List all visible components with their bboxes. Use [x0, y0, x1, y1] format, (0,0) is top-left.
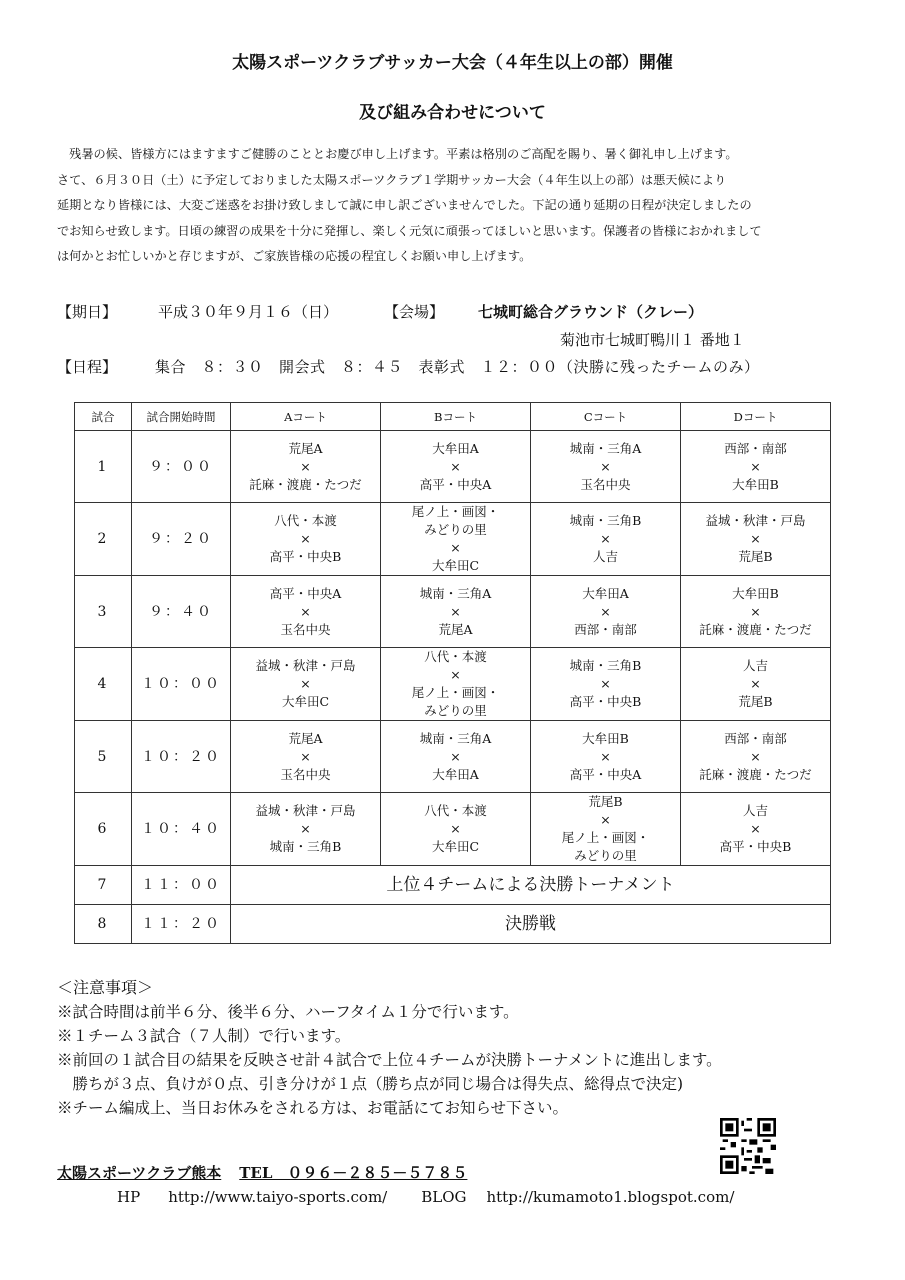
cell-line: 八代・本渡: [424, 803, 487, 818]
phone-number: TEL ０９６－２８５－５７８５: [239, 1164, 468, 1182]
court-a-cell: [231, 576, 381, 648]
note-line: ※チーム編成上、当日お休みをされる方は、お電話にてお知らせ下さい。: [57, 1099, 569, 1117]
cell-line: 西部・南部: [574, 621, 637, 637]
header-court-a: Aコート: [231, 403, 381, 431]
cell-line: 尾ノ上・画図・: [411, 504, 500, 519]
cell-line: 高平・中央A: [569, 766, 642, 782]
cell-line: ×: [600, 812, 611, 827]
court-a-cell: [231, 793, 381, 866]
footer-links: [117, 1188, 734, 1206]
court-b-cell: [381, 431, 531, 503]
cell-line: 八代・本渡: [424, 649, 487, 664]
cell-line: ×: [300, 531, 311, 546]
match-number: 2: [75, 503, 132, 576]
cell-line: 大牟田B: [732, 476, 779, 492]
match-number: 8: [75, 905, 132, 944]
cell-line: 大牟田B: [732, 585, 779, 601]
cell-line: ×: [450, 667, 461, 682]
cell-line: 荒尾B: [738, 694, 773, 709]
qr-code-icon: [720, 1118, 776, 1174]
cell-line: 人吉: [592, 549, 618, 564]
cell-line: 尾ノ上・画図・: [561, 830, 650, 845]
note-line: ※試合時間は前半６分、後半６分、ハーフタイム１分で行います。: [57, 1003, 519, 1021]
cell-line: 大牟田B: [582, 730, 629, 746]
note-line: ※１チーム３試合（７人制）で行います。: [57, 1027, 351, 1045]
blog-label: BLOG: [421, 1188, 467, 1206]
table-row: [75, 866, 831, 905]
court-b-cell: [381, 503, 531, 576]
org-name: 太陽スポーツクラブ熊本: [57, 1164, 222, 1182]
intro-line: は何かとお忙しいかと存じますが、ご家族皆様の応援の程宜しくお願い申し上げます。: [57, 249, 532, 263]
cell-line: ×: [450, 458, 461, 474]
schedule-label: 【日程】: [57, 358, 118, 376]
cell-line: ×: [450, 821, 461, 836]
cell-line: 大牟田C: [431, 839, 480, 854]
cell-line: ×: [600, 458, 611, 474]
court-a-cell: [231, 431, 381, 503]
match-time: １０：００: [132, 648, 231, 721]
intro-line: 残暑の候、皆様方にはますますご健勝のこととお慶び申し上げます。平素は格別のご高配を賜り、暑く御礼申し上げます。: [57, 147, 738, 161]
court-a-cell: [231, 721, 381, 793]
court-a-cell: [231, 503, 381, 576]
match-time: １０：２０: [132, 721, 231, 793]
final-round-text: 決勝戦: [231, 905, 831, 944]
cell-line: ×: [750, 748, 761, 764]
court-d-cell: [681, 648, 831, 721]
cell-line: 荒尾A: [288, 440, 323, 456]
cell-line: 尾ノ上・画図・: [411, 685, 500, 700]
match-number: 1: [75, 431, 132, 503]
court-d-cell: [681, 721, 831, 793]
cell-line: 西部・南部: [724, 730, 787, 746]
cell-line: ×: [300, 603, 311, 619]
cell-line: 城南・三角A: [419, 730, 492, 746]
cell-line: 託麻・渡鹿・たつだ: [699, 766, 812, 782]
notes-section: [57, 976, 722, 1120]
cell-line: 荒尾A: [288, 730, 323, 746]
hp-label: HP: [117, 1188, 141, 1206]
cell-line: 城南・三角A: [419, 585, 492, 601]
cell-line: ×: [600, 748, 611, 764]
cell-line: 大牟田A: [582, 585, 629, 601]
court-d-cell: [681, 576, 831, 648]
notes-heading: ＜注意事項＞: [57, 978, 154, 997]
cell-line: 城南・三角A: [569, 440, 642, 456]
court-d-cell: [681, 431, 831, 503]
match-number: 7: [75, 866, 132, 905]
court-c-cell: [531, 503, 681, 576]
table-row: [75, 648, 831, 721]
table-row: [75, 576, 831, 648]
note-line: 勝ちが３点、負けが０点、引き分けが１点（勝ち点が同じ場合は得失点、総得点で決定): [57, 1075, 684, 1093]
table-row: [75, 905, 831, 944]
match-number: 3: [75, 576, 132, 648]
cell-line: 大牟田A: [432, 440, 479, 456]
cell-line: 大牟田C: [431, 558, 480, 573]
cell-line: 大牟田C: [281, 694, 330, 709]
court-d-cell: [681, 793, 831, 866]
cell-line: 託麻・渡鹿・たつだ: [699, 621, 812, 637]
date-value: 平成３０年９月１６（日）: [158, 303, 339, 321]
schedule-value: 集合 ８：３０ 開会式 ８：４５ 表彰式 １２：００（決勝に残ったチームのみ）: [155, 358, 760, 376]
venue-address: 菊池市七城町鴨川１ 番地１: [560, 331, 745, 349]
cell-line: 高平・中央B: [719, 839, 792, 854]
table-row: [75, 503, 831, 576]
hp-link[interactable]: http://www.taiyo-sports.com/: [168, 1188, 388, 1206]
intro-text: [57, 142, 857, 270]
match-time: １１：２０: [132, 905, 231, 944]
table-row: [75, 431, 831, 503]
intro-line: さて、６月３０日（土）に予定しておりました太陽スポーツクラブ１学期サッカー大会（４年生以上の部）は悪天候により: [57, 172, 727, 187]
match-number: 4: [75, 648, 132, 721]
table-header-row: [75, 403, 831, 431]
court-a-cell: [231, 648, 381, 721]
cell-line: ×: [300, 821, 311, 836]
cell-line: 高平・中央B: [569, 694, 642, 709]
note-line: ※前回の１試合目の結果を反映させ計４試合で上位４チームが決勝トーナメントに進出します。: [57, 1051, 722, 1069]
match-time: １０：４０: [132, 793, 231, 866]
cell-line: ×: [750, 676, 761, 691]
header-court-d: Dコート: [681, 403, 831, 431]
cell-line: みどりの里: [574, 848, 637, 863]
cell-line: 人吉: [742, 803, 768, 818]
match-time: ９：００: [132, 431, 231, 503]
cell-line: ×: [750, 458, 761, 474]
court-c-cell: [531, 648, 681, 721]
cell-line: 玉名中央: [580, 476, 631, 492]
intro-line: でお知らせ致します。日頃の練習の成果を十分に発揮し、楽しく元気に頑張ってほしいと思います。保護者の皆様におかれまして: [57, 223, 762, 238]
cell-line: 八代・本渡: [274, 513, 337, 528]
table-row: [75, 721, 831, 793]
cell-line: 城南・三角B: [569, 658, 642, 673]
venue-value: 七城町総合グラウンド（クレー）: [478, 303, 704, 321]
cell-line: 荒尾B: [738, 549, 773, 564]
cell-line: ×: [300, 676, 311, 691]
cell-line: ×: [600, 603, 611, 619]
cell-line: ×: [450, 603, 461, 619]
court-b-cell: [381, 648, 531, 721]
cell-line: ×: [600, 676, 611, 691]
match-number: 5: [75, 721, 132, 793]
page-subtitle: 及び組み合わせについて: [359, 103, 546, 123]
cell-line: ×: [450, 748, 461, 764]
cell-line: みどりの里: [424, 522, 487, 537]
cell-line: 荒尾A: [438, 621, 473, 637]
cell-line: ×: [750, 821, 761, 836]
cell-line: ×: [300, 748, 311, 764]
court-b-cell: [381, 576, 531, 648]
footer-contact: [57, 1162, 467, 1183]
court-c-cell: [531, 721, 681, 793]
cell-line: ×: [750, 603, 761, 619]
page-title: 太陽スポーツクラブサッカー大会（４年生以上の部）開催: [232, 53, 673, 73]
header-court-c: Cコート: [531, 403, 681, 431]
cell-line: 高平・中央B: [269, 549, 342, 564]
venue-label: 【会場】: [384, 303, 445, 321]
court-b-cell: [381, 793, 531, 866]
cell-line: 大牟田A: [432, 766, 479, 782]
cell-line: 西部・南部: [724, 440, 787, 456]
cell-line: ×: [750, 531, 761, 546]
cell-line: みどりの里: [424, 703, 487, 718]
cell-line: 益城・秋津・戸島: [255, 658, 356, 673]
final-round-text: 上位４チームによる決勝トーナメント: [231, 866, 831, 905]
match-time: １１：００: [132, 866, 231, 905]
cell-line: 益城・秋津・戸島: [255, 803, 356, 818]
cell-line: 人吉: [742, 658, 768, 673]
cell-line: 城南・三角B: [269, 839, 342, 854]
cell-line: 高平・中央A: [419, 476, 492, 492]
cell-line: 城南・三角B: [569, 513, 642, 528]
cell-line: 玉名中央: [280, 621, 331, 637]
court-c-cell: [531, 793, 681, 866]
match-number: 6: [75, 793, 132, 866]
cell-line: 玉名中央: [280, 766, 331, 782]
match-time: ９：２０: [132, 503, 231, 576]
match-table: [74, 402, 831, 944]
table-row: [75, 793, 831, 866]
court-c-cell: [531, 576, 681, 648]
blog-link[interactable]: http://kumamoto1.blogspot.com/: [486, 1188, 735, 1206]
header-match: 試合: [75, 403, 132, 431]
cell-line: ×: [300, 458, 311, 474]
court-d-cell: [681, 503, 831, 576]
cell-line: 託麻・渡鹿・たつだ: [249, 476, 362, 492]
header-time: 試合開始時間: [132, 403, 231, 431]
court-c-cell: [531, 431, 681, 503]
header-court-b: Bコート: [381, 403, 531, 431]
cell-line: ×: [450, 540, 461, 555]
match-time: ９：４０: [132, 576, 231, 648]
cell-line: 益城・秋津・戸島: [705, 513, 806, 528]
court-b-cell: [381, 721, 531, 793]
intro-line: 延期となり皆様には、大変ご迷惑をお掛け致しまして誠に申し訳ございませんでした。下記の通り延期の日程が決定しましたの: [57, 198, 752, 212]
cell-line: ×: [600, 531, 611, 546]
cell-line: 高平・中央A: [269, 585, 342, 601]
cell-line: 荒尾B: [588, 794, 623, 809]
date-label: 【期日】: [57, 303, 118, 321]
